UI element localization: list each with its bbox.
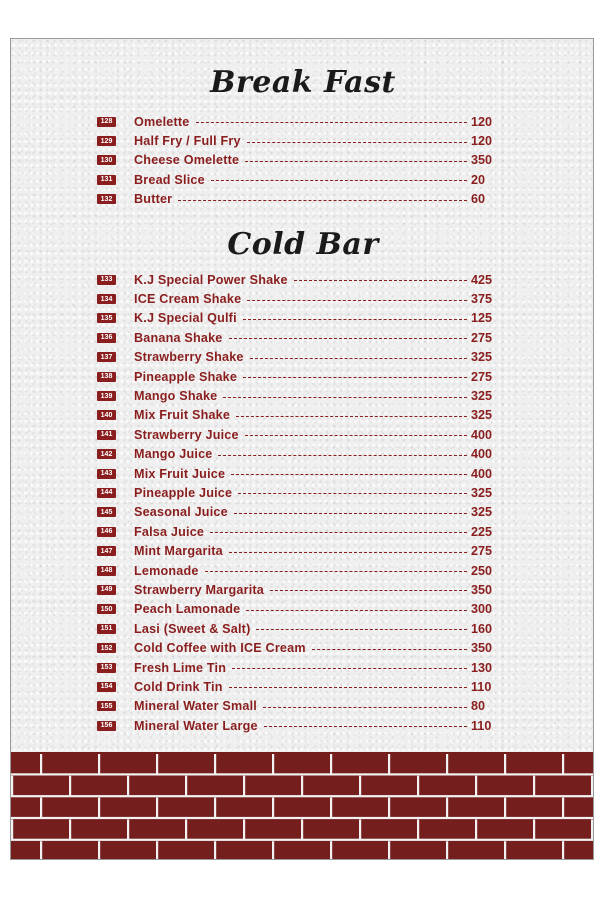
item-code-badge: 132 — [97, 194, 116, 204]
menu-item — [97, 328, 497, 347]
brick-mortar-joint — [98, 798, 100, 819]
item-code-badge: 139 — [97, 391, 116, 401]
brick-mortar-joint — [388, 798, 390, 819]
menu-item — [97, 561, 497, 580]
item-code-badge: 137 — [97, 352, 116, 362]
brick-mortar-joint — [330, 754, 332, 775]
brick-mortar-joint — [40, 754, 42, 775]
menu-item — [97, 600, 497, 619]
item-code-badge: 140 — [97, 410, 116, 420]
dotted-leader — [229, 338, 468, 339]
brick-mortar-joint — [98, 754, 100, 775]
brick-mortar-joint — [156, 798, 158, 819]
brick-mortar-joint — [214, 841, 216, 860]
brick-mortar-joint — [40, 798, 42, 819]
item-price: 275 — [471, 369, 493, 384]
brick-mortar-joint — [504, 754, 506, 775]
item-name: Pineapple Juice — [134, 485, 233, 500]
dotted-leader — [205, 571, 467, 572]
menu-item — [97, 170, 497, 189]
brick-mortar-joint — [504, 798, 506, 819]
dotted-leader — [229, 687, 467, 688]
item-code-badge: 153 — [97, 663, 116, 673]
brick-mortar-joint — [388, 841, 390, 860]
item-code-badge: 149 — [97, 585, 116, 595]
item-code-badge: 142 — [97, 449, 116, 459]
menu-item — [97, 406, 497, 425]
item-price: 350 — [471, 582, 493, 597]
item-name: Strawberry Juice — [134, 427, 239, 442]
brick-wall-decoration — [11, 752, 594, 860]
item-name: Seasonal Juice — [134, 505, 228, 520]
item-name: Lemonade — [134, 563, 199, 578]
item-code-badge: 129 — [97, 136, 116, 146]
dotted-leader — [263, 707, 467, 708]
item-code-badge: 146 — [97, 527, 116, 537]
item-code-badge: 128 — [97, 117, 116, 127]
item-price: 130 — [471, 660, 493, 675]
brick-mortar-joint — [591, 819, 593, 840]
brick-mortar-joint — [388, 754, 390, 775]
item-code-badge: 155 — [97, 701, 116, 711]
item-name: Cold Drink Tin — [134, 679, 223, 694]
brick-mortar-joint — [185, 776, 187, 797]
menu-item — [97, 289, 497, 308]
item-code-badge: 144 — [97, 488, 116, 498]
brick-mortar-joint — [475, 776, 477, 797]
dotted-leader — [294, 280, 467, 281]
dotted-leader — [270, 590, 467, 591]
item-price: 325 — [471, 389, 493, 404]
cold-bar-list — [97, 270, 497, 735]
menu-item — [97, 677, 497, 696]
menu-item — [97, 425, 497, 444]
item-name: K.J Special Power Shake — [134, 272, 288, 287]
breakfast-list — [97, 112, 497, 209]
menu-item — [97, 580, 497, 599]
item-price: 325 — [471, 350, 493, 365]
menu-item — [97, 503, 497, 522]
item-code-badge: 150 — [97, 604, 116, 614]
menu-item — [97, 464, 497, 483]
item-code-badge: 133 — [97, 275, 116, 285]
menu-item — [97, 638, 497, 657]
menu-item — [97, 522, 497, 541]
item-code-badge: 136 — [97, 333, 116, 343]
item-price: 375 — [471, 292, 493, 307]
brick-mortar-joint — [330, 841, 332, 860]
item-code-badge: 141 — [97, 430, 116, 440]
item-code-badge: 135 — [97, 313, 116, 323]
brick-mortar-joint — [533, 776, 535, 797]
item-price: 425 — [471, 272, 493, 287]
brick-mortar-joint — [40, 841, 42, 860]
brick-mortar-joint — [11, 819, 13, 840]
item-price: 120 — [471, 114, 493, 129]
section-title-breakfast: Break Fast — [210, 65, 396, 100]
dotted-leader — [210, 532, 467, 533]
item-code-badge: 134 — [97, 294, 116, 304]
item-name: Strawberry Margarita — [134, 582, 264, 597]
brick-mortar-joint — [185, 819, 187, 840]
dotted-leader — [243, 377, 467, 378]
dotted-leader — [211, 180, 467, 181]
item-price: 400 — [471, 447, 493, 462]
menu-item — [97, 190, 497, 209]
item-code-badge: 151 — [97, 624, 116, 634]
item-name: Peach Lamonade — [134, 602, 241, 617]
item-price: 110 — [471, 718, 492, 733]
brick-wall-image — [11, 752, 594, 860]
item-code-badge: 154 — [97, 682, 116, 692]
brick-mortar-joint — [359, 819, 361, 840]
brick-mortar-joint — [446, 754, 448, 775]
brick-mortar-joint — [562, 841, 564, 860]
item-name: Fresh Lime Tin — [134, 660, 227, 675]
brick-mortar-joint — [562, 798, 564, 819]
dotted-leader — [264, 726, 467, 727]
brick-mortar-joint — [156, 841, 158, 860]
menu-item — [97, 541, 497, 560]
dotted-leader — [245, 161, 467, 162]
dotted-leader — [231, 474, 467, 475]
item-code-badge: 130 — [97, 155, 116, 165]
item-price: 400 — [471, 466, 493, 481]
dotted-leader — [250, 358, 467, 359]
menu-item — [97, 483, 497, 502]
item-code-badge: 148 — [97, 566, 116, 576]
item-name: Mint Margarita — [134, 544, 223, 559]
menu-item — [97, 716, 497, 735]
item-name: Strawberry Shake — [134, 350, 244, 365]
dotted-leader — [247, 142, 467, 143]
item-name: Mineral Water Large — [134, 718, 258, 733]
item-name: Mineral Water Small — [134, 699, 258, 714]
item-name: Lasi (Sweet & Salt) — [134, 621, 251, 636]
dotted-leader — [236, 416, 467, 417]
item-price: 325 — [471, 408, 493, 423]
dotted-leader — [238, 493, 467, 494]
menu-item — [97, 386, 497, 405]
item-name: Bread Slice — [134, 172, 205, 187]
menu-item — [97, 309, 497, 328]
brick-mortar-joint — [591, 776, 593, 797]
brick-mortar-joint — [562, 754, 564, 775]
menu-item — [97, 619, 497, 638]
dotted-leader — [256, 629, 467, 630]
item-price: 350 — [471, 153, 493, 168]
item-name: Pineapple Shake — [134, 369, 238, 384]
dotted-leader — [247, 300, 467, 301]
item-code-badge: 145 — [97, 507, 116, 517]
menu-item — [97, 445, 497, 464]
item-price: 120 — [471, 134, 493, 149]
brick-mortar-joint — [243, 819, 245, 840]
item-price: 400 — [471, 427, 493, 442]
item-price: 325 — [471, 485, 493, 500]
item-name: Cheese Omelette — [134, 153, 240, 168]
brick-mortar-joint — [127, 776, 129, 797]
brick-mortar-joint — [359, 776, 361, 797]
menu-item — [97, 697, 497, 716]
item-name: Butter — [134, 192, 173, 207]
dotted-leader — [223, 397, 467, 398]
dotted-leader — [218, 455, 467, 456]
brick-mortar-joint — [330, 798, 332, 819]
item-code-badge: 152 — [97, 643, 116, 653]
dotted-leader — [246, 610, 467, 611]
item-code-badge: 131 — [97, 175, 116, 185]
brick-mortar-joint — [272, 798, 274, 819]
dotted-leader — [196, 122, 468, 123]
menu-page — [10, 38, 594, 860]
item-price: 110 — [471, 679, 492, 694]
brick-mortar-joint — [214, 754, 216, 775]
brick-mortar-joint — [417, 819, 419, 840]
brick-mortar-joint — [504, 841, 506, 860]
item-price: 20 — [471, 172, 486, 187]
brick-mortar-joint — [301, 819, 303, 840]
item-price: 60 — [471, 192, 486, 207]
item-price: 350 — [471, 641, 493, 656]
item-price: 80 — [471, 699, 486, 714]
item-name: ICE Cream Shake — [134, 292, 242, 307]
item-price: 250 — [471, 563, 493, 578]
menu-item — [97, 151, 497, 170]
brick-mortar-joint — [11, 776, 13, 797]
menu-item — [97, 658, 497, 677]
item-price: 275 — [471, 544, 493, 559]
menu-item — [97, 348, 497, 367]
brick-mortar-joint — [214, 798, 216, 819]
item-price: 325 — [471, 505, 493, 520]
brick-mortar-joint — [69, 776, 71, 797]
item-name: Omelette — [134, 114, 190, 129]
item-price: 300 — [471, 602, 493, 617]
item-price: 225 — [471, 524, 493, 539]
brick-mortar-joint — [417, 776, 419, 797]
brick-mortar-joint — [475, 819, 477, 840]
menu-item — [97, 112, 497, 131]
item-price: 275 — [471, 330, 493, 345]
item-code-badge: 143 — [97, 469, 116, 479]
item-price: 160 — [471, 621, 493, 636]
item-name: Mango Juice — [134, 447, 213, 462]
item-price: 125 — [471, 311, 493, 326]
dotted-leader — [312, 649, 467, 650]
item-name: K.J Special Qulfi — [134, 311, 237, 326]
item-code-badge: 156 — [97, 721, 116, 731]
dotted-leader — [245, 435, 467, 436]
brick-mortar-joint — [272, 754, 274, 775]
item-name: Mix Fruit Juice — [134, 466, 226, 481]
item-code-badge: 138 — [97, 372, 116, 382]
brick-mortar-joint — [446, 798, 448, 819]
dotted-leader — [234, 513, 467, 514]
menu-item — [97, 367, 497, 386]
dotted-leader — [243, 319, 467, 320]
section-title-cold-bar: Cold Bar — [227, 227, 379, 262]
menu-item — [97, 270, 497, 289]
brick-mortar-joint — [69, 819, 71, 840]
item-name: Mix Fruit Shake — [134, 408, 231, 423]
dotted-leader — [178, 200, 467, 201]
item-name: Half Fry / Full Fry — [134, 134, 241, 149]
brick-mortar-joint — [98, 841, 100, 860]
menu-item — [97, 131, 497, 150]
item-name: Banana Shake — [134, 330, 223, 345]
brick-mortar-joint — [301, 776, 303, 797]
item-code-badge: 147 — [97, 546, 116, 556]
dotted-leader — [229, 552, 467, 553]
brick-mortar-joint — [127, 819, 129, 840]
item-name: Mango Shake — [134, 389, 218, 404]
brick-mortar-joint — [446, 841, 448, 860]
brick-mortar-joint — [272, 841, 274, 860]
item-name: Cold Coffee with ICE Cream — [134, 641, 306, 656]
brick-mortar-joint — [243, 776, 245, 797]
item-name: Falsa Juice — [134, 524, 205, 539]
dotted-leader — [232, 668, 467, 669]
brick-mortar-joint — [156, 754, 158, 775]
brick-mortar-joint — [533, 819, 535, 840]
